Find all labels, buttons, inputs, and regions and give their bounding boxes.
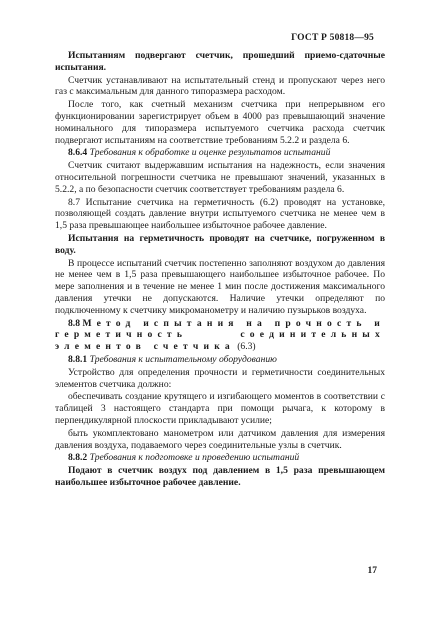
- page-number: 17: [367, 566, 377, 576]
- section-reference: (6.3): [237, 341, 256, 353]
- paragraph-device: Устройство для определения прочности и герметичности соединительных элементов счетчика должно:: [55, 366, 385, 390]
- section-heading-881: [55, 354, 385, 366]
- section-title: Требования к испытательному оборудованию: [89, 353, 277, 365]
- section-heading-864: [55, 147, 385, 159]
- section-heading-882: [55, 452, 385, 464]
- paragraph-air-supply: Подают в счетчик воздух под давлением в 1,5 раза превышающем наибольшее избыточное рабочее давление.: [55, 465, 385, 488]
- page-body: [55, 50, 385, 490]
- paragraph-stand: Счетчик устанавливают на испытательный стенд и пропускают через него газ с максимальным для данного типоразмера расходом.: [55, 74, 385, 98]
- paragraph-manometer: быть укомплектовано манометром или датчиком давления для измерения давления воздуха, подаваемого через соединительные узлы в счетчик.: [55, 427, 385, 451]
- paragraph-intro: Испытаниям подвергают счетчик, прошедший приемо-сдаточные испытания.: [55, 50, 385, 73]
- section-heading-88: [55, 318, 385, 353]
- paragraph-reliability: Счетчик считают выдержавшим испытания на надежность, если значения относительной погрешности счетчика не превышают значений, указанных в 5.2.2, а по безопасности счетчик соответствует требованиям раздела 6.: [55, 160, 385, 195]
- section-title: Требования к обработке и оценке результатов испытаний: [89, 147, 331, 159]
- section-number: 8.6.4: [68, 147, 88, 159]
- section-title: Метод испытания на прочность и герметичность соединительных элементов счетчика: [55, 317, 385, 353]
- section-title: Требования к подготовке и проведению испытаний: [89, 452, 300, 464]
- paragraph-volume: После того, как счетный механизм счетчика при непрерывном его функционировании зарегистрирует объем в 4000 раз превышающий значение номинального для типоразмера испытуемого счетчика расхода счетчик подвергают испытаниям на соответствие требованиям 5.2.2 и раздела 6.: [55, 99, 385, 146]
- document-header: ГОСТ Р 50818—95: [291, 33, 374, 43]
- section-number: 8.8.2: [68, 452, 88, 464]
- paragraph-water: Испытания на герметичность проводят на счетчике, погруженном в воду.: [55, 232, 385, 256]
- section-number: 8.8: [68, 317, 80, 329]
- paragraph-moments: обеспечивать создание крутящего и изгибающего моментов в соответствии с таблицей 3 настоящего стандарта при помощи рычага, к которому в перпендикулярной плоскости прикладывают усилие;: [55, 391, 385, 426]
- paragraph-process: В процессе испытаний счетчик постепенно заполняют воздухом до давления не менее чем в 1,5 раза превышающего наибольшее избыточное рабочее. По мере заполнения и в течение не менее 1 мин после достижения максимального давления утечки не допускаются. Наличие утечки определяют по подключенному к счетчику микроманометру и наличию пузырьков воздуха.: [55, 257, 385, 316]
- paragraph-tightness: 8.7 Испытание счетчика на герметичность (6.2) проводят на установке, позволяющей создать давление внутри испытуемого счетчика не менее чем в 1,5 раза превышающее наибольшее избыточное рабочее давление.: [55, 196, 385, 232]
- section-number: 8.8.1: [68, 353, 88, 365]
